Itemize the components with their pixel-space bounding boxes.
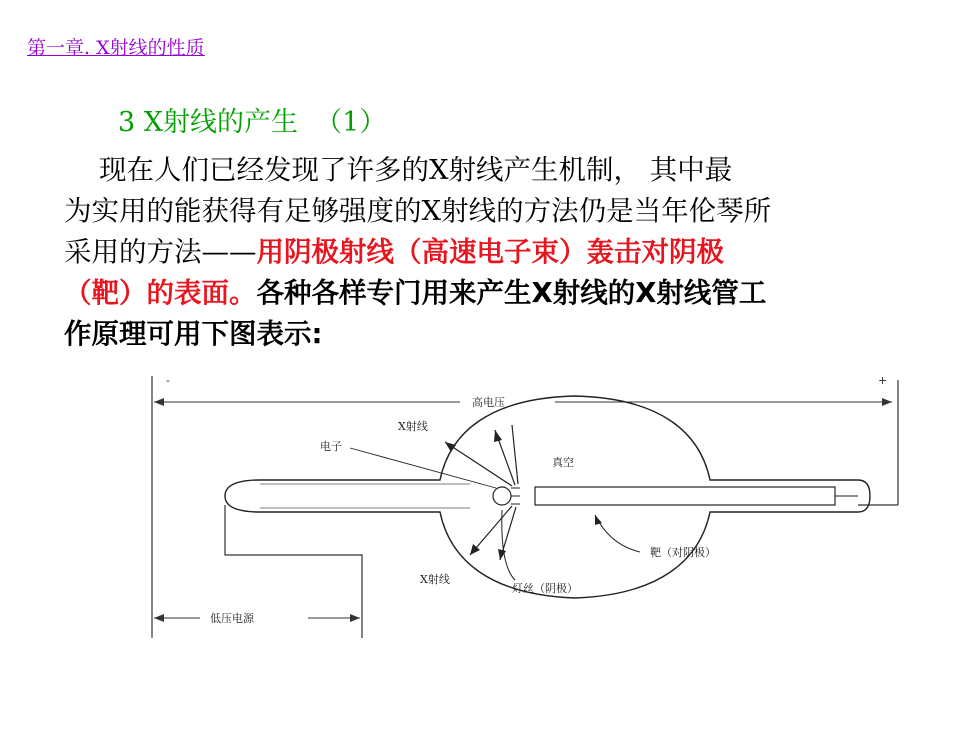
bold-xray-tube-text: 各种各样专门用来产生X射线的X射线管工 bbox=[256, 277, 767, 309]
body-paragraph bbox=[64, 150, 910, 355]
paragraph-line-5 bbox=[64, 314, 910, 355]
filament bbox=[493, 487, 511, 505]
plus-sign: + bbox=[878, 374, 888, 387]
filament-label: 灯丝（阴极） bbox=[512, 582, 578, 595]
paragraph-line-3 bbox=[64, 232, 910, 273]
high-voltage-label: 高电压 bbox=[472, 396, 505, 409]
section-title: 3 X射线的产生 （1） bbox=[118, 107, 387, 138]
electron-label: 电子 bbox=[320, 440, 342, 453]
highlight-target-surface: （靶）的表面。 bbox=[64, 277, 257, 309]
minus-sign: - bbox=[166, 374, 170, 387]
paragraph-line-2: 为实用的能获得有足够强度的X射线的方法仍是当年伦琴所 bbox=[64, 195, 772, 227]
xray-label-bottom: X射线 bbox=[420, 573, 450, 586]
target-rod bbox=[535, 487, 835, 505]
paragraph-line-1: 现在人们已经发现了许多的X射线产生机制， 其中最 bbox=[64, 154, 733, 186]
tube-outline bbox=[225, 396, 870, 598]
paragraph-line-4 bbox=[64, 273, 910, 314]
low-voltage-label: 低压电源 bbox=[210, 612, 254, 625]
xray-tube-diagram bbox=[140, 370, 910, 650]
bold-principle-text: 作原理可用下图表示: bbox=[64, 318, 323, 350]
target-label: 靶（对阴极） bbox=[650, 546, 716, 559]
vacuum-label: 真空 bbox=[552, 456, 574, 469]
paragraph-line-3-normal: 采用的方法—— bbox=[64, 236, 257, 268]
highlight-cathode-rays: 用阴极射线（高速电子束）轰击对阴极 bbox=[256, 236, 724, 268]
chapter-link[interactable]: 第一章. X射线的性质 bbox=[27, 37, 205, 59]
xray-label-top: X射线 bbox=[398, 420, 428, 433]
